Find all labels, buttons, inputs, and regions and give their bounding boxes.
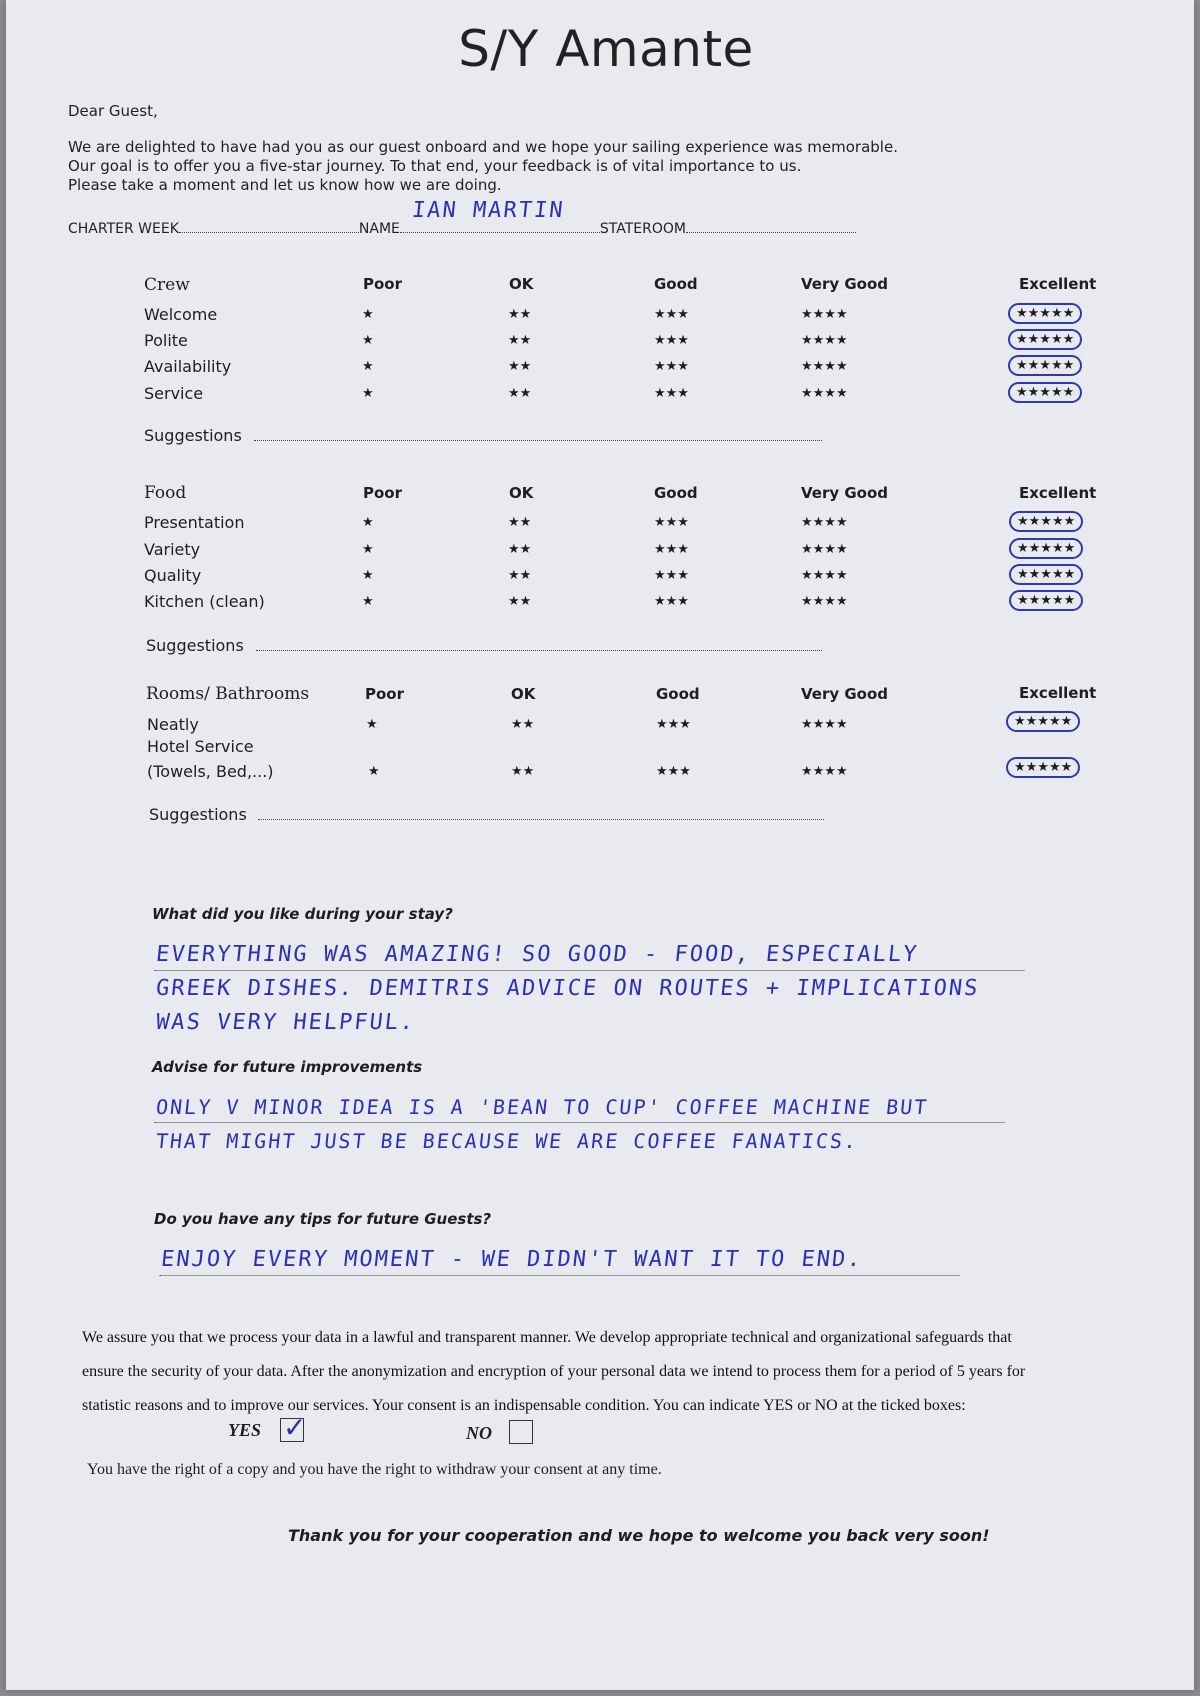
- rating-2-star[interactable]: ★★: [508, 568, 532, 583]
- rating-4-star[interactable]: ★★★★: [801, 333, 848, 348]
- greeting: Dear Guest,: [68, 102, 158, 120]
- rating-item-label: Hotel Service: [147, 737, 254, 756]
- rating-1-star[interactable]: ★: [362, 333, 374, 348]
- rating-2-star[interactable]: ★★: [508, 386, 532, 401]
- liked-question: What did you like during your stay?: [152, 905, 453, 923]
- section-title: Crew: [144, 275, 190, 295]
- rating-item-label: Variety: [144, 540, 201, 559]
- header-good: Good: [654, 484, 698, 502]
- rating-1-star[interactable]: ★: [362, 542, 374, 557]
- rating-2-star[interactable]: ★★: [508, 594, 532, 609]
- rating-item-label: Presentation: [144, 513, 245, 532]
- handwritten-line: ENJOY EVERY MOMENT - WE DIDN'T WANT IT TO END.: [159, 1245, 962, 1276]
- header-very-good: Very Good: [801, 484, 889, 502]
- section-title: Rooms/ Bathrooms: [146, 684, 310, 704]
- name-label: NAME: [358, 221, 400, 237]
- header-excellent: Excellent: [1019, 684, 1097, 702]
- name-field[interactable]: [400, 198, 600, 233]
- rating-4-star[interactable]: ★★★★: [801, 515, 848, 530]
- consent-no-checkbox[interactable]: [509, 1420, 533, 1444]
- rating-5-star-selected[interactable]: ★★★★★: [1006, 757, 1080, 778]
- privacy-line: We assure you that we process your data in a lawful and transparent manner. We develop appropriate technical and organizational safeguards that: [82, 1329, 1012, 1346]
- rating-item-label: Availability: [144, 357, 232, 376]
- rating-3-star[interactable]: ★★★: [654, 333, 689, 348]
- rating-2-star[interactable]: ★★: [508, 333, 532, 348]
- rating-2-star[interactable]: ★★: [511, 764, 535, 779]
- privacy-line: statistic reasons and to improve our services. Your consent is an indispensable condition. You can indicate YES or NO at the ticked boxes:: [82, 1397, 966, 1414]
- handwritten-line: WAS VERY HELPFUL.: [154, 1010, 417, 1035]
- header-good: Good: [654, 275, 698, 293]
- rating-5-star-selected[interactable]: ★★★★★: [1008, 382, 1082, 403]
- rating-item-label: Welcome: [144, 305, 218, 324]
- rating-5-star-selected[interactable]: ★★★★★: [1008, 329, 1082, 350]
- privacy-notice: [82, 1321, 1182, 1423]
- rating-3-star[interactable]: ★★★: [656, 764, 691, 779]
- rating-4-star[interactable]: ★★★★: [801, 594, 848, 609]
- charter-week-label: CHARTER WEEK: [68, 221, 179, 237]
- improve-question: Advise for future improvements: [152, 1058, 423, 1076]
- consent-yes-checkbox[interactable]: [280, 1411, 307, 1444]
- rating-4-star[interactable]: ★★★★: [801, 764, 848, 779]
- rating-4-star[interactable]: ★★★★: [801, 307, 848, 322]
- rating-5-star-selected[interactable]: ★★★★★: [1009, 511, 1083, 532]
- rating-1-star[interactable]: ★: [362, 568, 374, 583]
- handwritten-line: THAT MIGHT JUST BE BECAUSE WE ARE COFFEE FANATICS.: [154, 1129, 860, 1153]
- rating-5-star-selected[interactable]: ★★★★★: [1009, 538, 1083, 559]
- suggestions-label: Suggestions: [144, 426, 242, 445]
- rating-2-star[interactable]: ★★: [508, 542, 532, 557]
- rating-3-star[interactable]: ★★★: [654, 594, 689, 609]
- rating-3-star[interactable]: ★★★: [654, 515, 689, 530]
- rating-item-label: Quality: [144, 566, 202, 585]
- rating-1-star[interactable]: ★: [366, 717, 378, 732]
- rating-1-star[interactable]: ★: [362, 386, 374, 401]
- liked-answer[interactable]: [156, 940, 1026, 1039]
- header-poor: Poor: [363, 484, 403, 502]
- rating-1-star[interactable]: ★: [362, 515, 374, 530]
- intro-paragraph: [68, 138, 1068, 195]
- tips-answer[interactable]: [161, 1245, 961, 1276]
- rating-4-star[interactable]: ★★★★: [801, 386, 848, 401]
- header-good: Good: [656, 685, 700, 703]
- intro-line: We are delighted to have had you as our guest onboard and we hope your sailing experience was memorable.: [68, 138, 898, 156]
- suggestions-field[interactable]: [256, 638, 822, 651]
- rating-4-star[interactable]: ★★★★: [801, 359, 848, 374]
- check-mark-icon: ✓: [283, 1411, 307, 1444]
- privacy-line: ensure the security of your data. After the anonymization and encryption of your personal data we intend to process them for a period of 5 years for: [82, 1363, 1026, 1380]
- header-excellent: Excellent: [1019, 484, 1097, 502]
- rating-2-star[interactable]: ★★: [508, 359, 532, 374]
- header-ok: OK: [509, 484, 534, 502]
- rating-2-star[interactable]: ★★: [508, 307, 532, 322]
- rating-item-label: Neatly: [147, 715, 199, 734]
- header-very-good: Very Good: [801, 685, 889, 703]
- intro-line: Please take a moment and let us know how we are doing.: [68, 176, 502, 194]
- rating-1-star[interactable]: ★: [362, 594, 374, 609]
- handwritten-line: ONLY V MINOR IDEA IS A 'BEAN TO CUP' COFFEE MACHINE BUT: [154, 1092, 1007, 1123]
- rating-3-star[interactable]: ★★★: [654, 568, 689, 583]
- rating-1-star[interactable]: ★: [362, 359, 374, 374]
- rating-item-label: Polite: [144, 331, 188, 350]
- rating-2-star[interactable]: ★★: [508, 515, 532, 530]
- rating-3-star[interactable]: ★★★: [654, 386, 689, 401]
- rating-item-label: (Towels, Bed,...): [147, 762, 274, 781]
- stateroom-field[interactable]: [686, 220, 856, 233]
- feedback-form-sheet: [6, 0, 1194, 1690]
- handwritten-line: EVERYTHING WAS AMAZING! SO GOOD - FOOD, ESPECIALLY: [154, 940, 1027, 971]
- header-very-good: Very Good: [801, 275, 889, 293]
- rights-notice: You have the right of a copy and you have the right to withdraw your consent at any time.: [87, 1461, 662, 1478]
- suggestions-field[interactable]: [258, 807, 824, 820]
- improve-answer[interactable]: [156, 1092, 1006, 1159]
- closing-message: Thank you for your cooperation and we hope to welcome you back very soon!: [288, 1526, 990, 1545]
- rating-1-star[interactable]: ★: [368, 764, 380, 779]
- rating-2-star[interactable]: ★★: [511, 717, 535, 732]
- rating-3-star[interactable]: ★★★: [654, 307, 689, 322]
- tips-question: Do you have any tips for future Guests?: [154, 1210, 492, 1228]
- rating-1-star[interactable]: ★: [362, 307, 374, 322]
- rating-3-star[interactable]: ★★★: [654, 359, 689, 374]
- rating-5-star-selected[interactable]: ★★★★★: [1008, 303, 1082, 324]
- rating-3-star[interactable]: ★★★: [656, 717, 691, 732]
- suggestions-label: Suggestions: [149, 805, 247, 824]
- suggestions-field[interactable]: [254, 428, 822, 441]
- header-poor: Poor: [365, 685, 405, 703]
- header-ok: OK: [511, 685, 536, 703]
- intro-line: Our goal is to offer you a five-star journey. To that end, your feedback is of vital importance to us.: [68, 157, 802, 175]
- consent-yes-label: YES: [228, 1420, 262, 1440]
- rating-item-label: Kitchen (clean): [144, 592, 265, 611]
- suggestions-label: Suggestions: [146, 636, 244, 655]
- header-ok: OK: [509, 275, 534, 293]
- rating-item-label: Service: [144, 384, 204, 403]
- rating-5-star-selected[interactable]: ★★★★★: [1006, 711, 1080, 732]
- rating-4-star[interactable]: ★★★★: [801, 717, 848, 732]
- charter-week-field[interactable]: [179, 220, 359, 233]
- stateroom-label: STATEROOM: [599, 221, 686, 237]
- handwritten-line: GREEK DISHES. DEMITRIS ADVICE ON ROUTES + IMPLICATIONS: [154, 976, 981, 1001]
- section-title: Food: [144, 483, 187, 503]
- rating-5-star-selected[interactable]: ★★★★★: [1009, 590, 1083, 611]
- header-excellent: Excellent: [1019, 275, 1097, 293]
- form-title: S/Y Amante: [458, 20, 754, 78]
- rating-3-star[interactable]: ★★★: [654, 542, 689, 557]
- rating-5-star-selected[interactable]: ★★★★★: [1009, 564, 1083, 585]
- guest-details-row: [68, 198, 856, 237]
- consent-no-label: NO: [466, 1423, 492, 1443]
- rating-5-star-selected[interactable]: ★★★★★: [1008, 355, 1082, 376]
- name-value: IAN MARTIN: [410, 198, 566, 223]
- rating-4-star[interactable]: ★★★★: [801, 542, 848, 557]
- header-poor: Poor: [363, 275, 403, 293]
- rating-4-star[interactable]: ★★★★: [801, 568, 848, 583]
